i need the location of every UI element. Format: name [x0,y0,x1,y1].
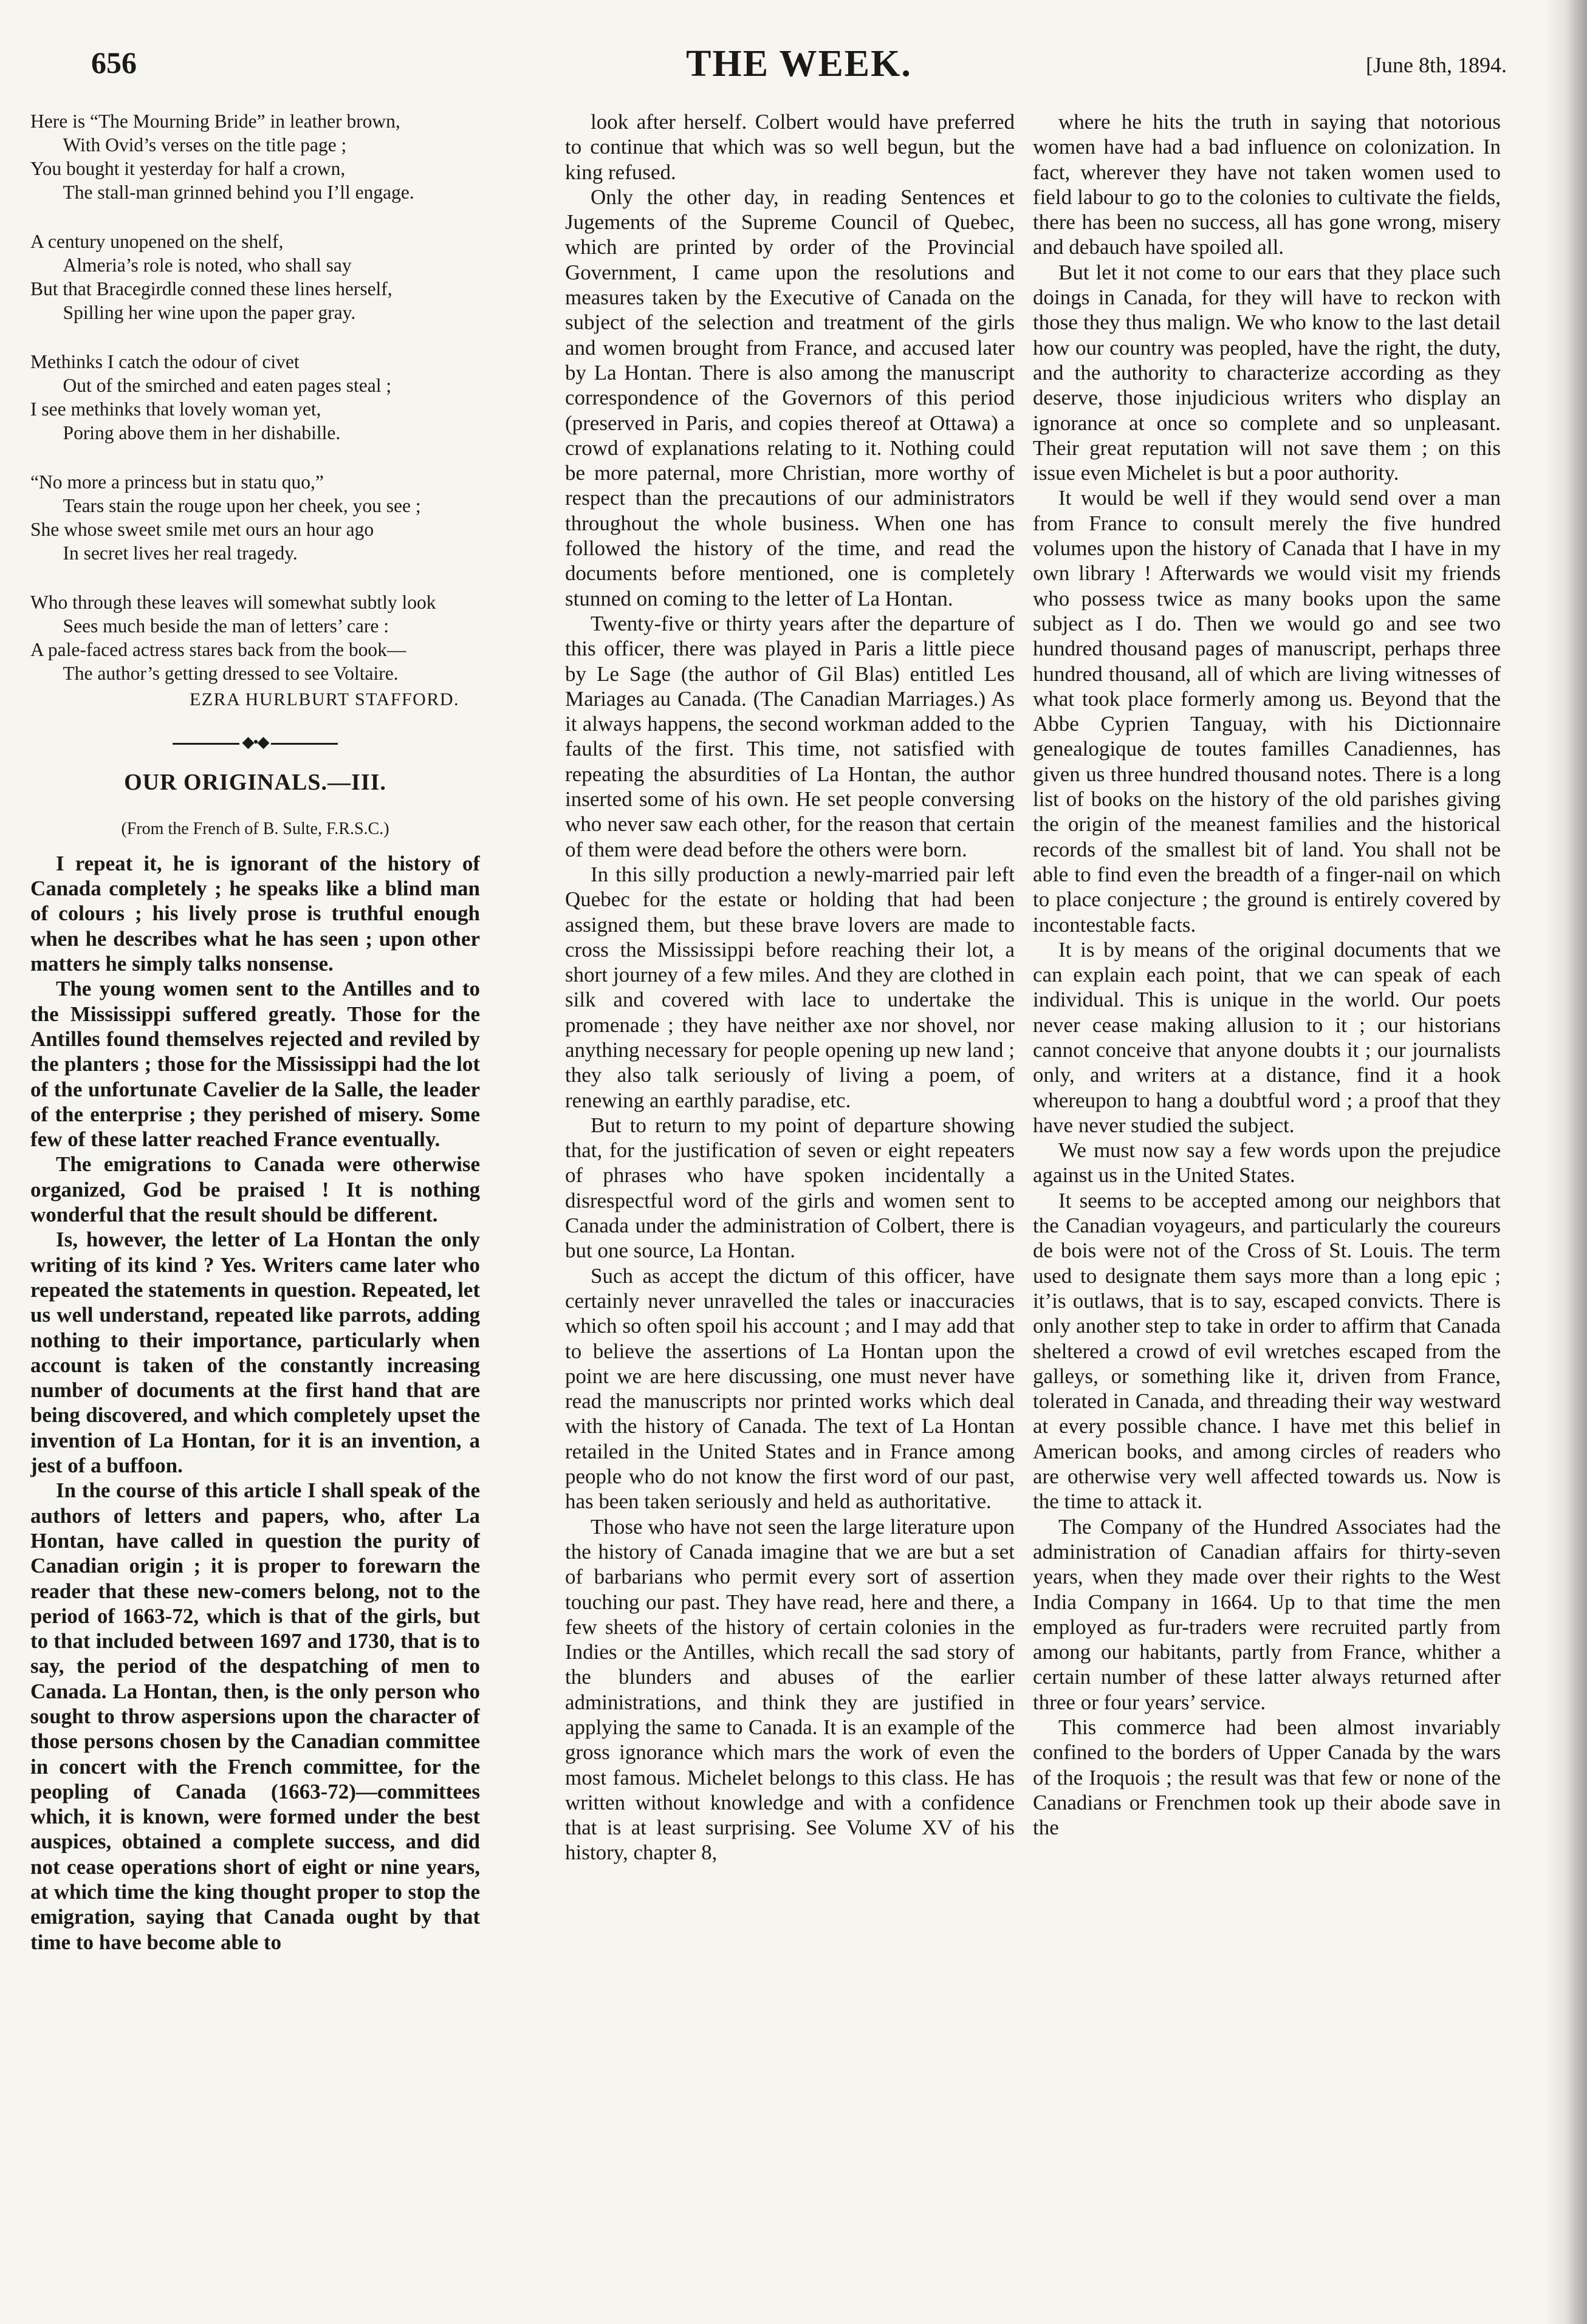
poem-line: Spilling her wine upon the paper gray. [63,302,356,323]
poem-line: The author’s getting dressed to see Voltaire. [63,663,399,684]
poem-line: A century unopened on the shelf, [30,231,284,252]
paragraph: The emigrations to Canada were otherwise organized, God be praised ! It is nothing wonderful that the result should be different. [30,1152,480,1227]
poem-line: Here is “The Mourning Bride” in leather brown, [30,111,400,132]
paragraph: This commerce had been almost invariably confined to the borders of Upper Canada by the wars of the Iroquois ; the result was that few or none of the Canadians or Frenchmen took up their abode save in the [1033,1715,1501,1840]
poem-stanza [30,230,480,324]
publication-title: THE WEEK. [686,43,912,84]
poem-line: Almeria’s role is noted, who shall say [63,255,352,276]
poem-line: She whose sweet smile met ours an hour ago [30,519,374,540]
article-byline: (From the French of B. Sulte, F.R.S.C.) [121,819,389,838]
poem-line: “No more a princess but in statu quo,” [30,471,324,493]
paragraph: We must now say a few words upon the prejudice against us in the United States. [1033,1138,1501,1188]
poem-line: In secret lives her real tragedy. [63,542,298,564]
paragraph: But to return to my point of departure showing that, for the justification of seven or eight repeaters of phrases who have spoken incidentally a disrespectful word of the girls and women sent to Canada under the administration of Colbert, there is but one source, La Hontan. [565,1113,1015,1263]
page-edge-shadow [1544,0,1587,2324]
paragraph: It would be well if they would send over a man from France to consult merely the five hundred volumes upon the history of Canada that I have in my own library ! Afterwards we would visit my friends who possess twice as many books upon the same subject as I do. Then we would go and see two hundred thousand pages of manuscript, perhaps three hundred thousand, all of which are living witnesses of what took place formerly among us. Beyond that the Abbe Cyprien Tanguay, with his Dictionnaire genealogique de toutes familles Canadiennes, has given us three hundred thousand notes. There is a long list of books on the history of the old parishes giving the origin of the meanest families and the historical records of the smallest bit of land. You shall not be able to find even the breadth of a finger-nail on which to place conjecture ; the ground is entirely covered by incontestable facts. [1033,486,1501,937]
paragraph: It is by means of the original documents that we can explain each point, that we can speak of each individual. This is unique in the world. Our poets never cease making allusion to it ; our historians cannot conceive that anyone doubts it ; our journalists only, and writers at a distance, find it a hook whereupon to hang a doubtful word ; a proof that they have never studied the subject. [1033,937,1501,1137]
poem-line: Who through these leaves will somewhat subtly look [30,592,436,613]
poem-line: A pale-faced actress stares back from the book— [30,639,406,660]
issue-date: [June 8th, 1894. [1366,53,1507,77]
paragraph: Those who have not seen the large literature upon the history of Canada imagine that we are but a set of barbarians who permit every sort of assertion touching our past. They have read, here and there, a few sheets of the history of certain colonies in the Indies or the Antilles, which recall the sad story of the blunders and abuses of the earlier administrations, and think they are justified in applying the same to Canada. It is an example of the gross ignorance which mars the work of even the most famous. Michelet belongs to this class. He has written without knowledge and with a confidence that is at least surprising. See Volume XV of his history, chapter 8, [565,1514,1015,1865]
paragraph: Is, however, the letter of La Hontan the only writing of its kind ? Yes. Writers came later who repeated the statements in question. Repeated, let us well understand, repeated like parrots, adding nothing to their importance, particularly when account is taken of the constantly increasing number of documents at the first hand that are being discovered, and which completely upset the invention of La Hontan, for it is an invention, a jest of a buffoon. [30,1228,480,1478]
column-2 [565,109,1015,2302]
poem-signature: EZRA HURLBURT STAFFORD. [190,689,459,709]
paragraph: It seems to be accepted among our neighbors that the Canadian voyageurs, and particularly the coureurs de bois were not of the Cross of St. Louis. The term used to designate them says more than a long epic ; it’is outlaws, that is to say, escaped convicts. There is only another step to take in order to affirm that Canada sheltered a crowd of evil wretches escaped from the galleys, or something like it, driven from France, tolerated in Canada, and threading their way westward at every possible chance. I have met this belief in American books, and among circles of readers who are otherwise very well affected towards us. Now is the time to attack it. [1033,1188,1501,1514]
poem-line: With Ovid’s verses on the title page ; [63,134,347,156]
poem-stanza [30,590,480,685]
paragraph: look after herself. Colbert would have preferred to continue that which was so well begun, but the king refused. [565,110,1015,184]
poem [30,109,480,711]
article-title: OUR ORIGINALS.—III. [124,770,386,796]
paragraph: where he hits the truth in saying that notorious women have had a bad influence on colonization. In fact, wherever they have not taken women used to field labour to go to the colonies to cultivate the fields, there has been no success, all has gone wrong, misery and debauch have spoiled all. [1033,110,1501,259]
column-2-body [565,109,1015,1865]
page-header [91,32,1507,86]
column-3 [1033,109,1501,2302]
column-3-body [1033,109,1501,1840]
poem-stanzas [30,109,480,685]
poem-line: But that Bracegirdle conned these lines herself, [30,278,392,299]
poem-line: Out of the smirched and eaten pages steal ; [63,375,392,396]
poem-stanza [30,350,480,445]
paragraph: Only the other day, in reading Sentences et Jugements of the Supreme Council of Quebec, which are printed by order of the Provincial Government, I came upon the resolutions and measures taken by the Executive of Canada on the subject of the selection and treatment of the girls and women brought from France, and accused later by La Hontan. There is also among the manuscript correspondence of the Governors of this period (preserved in Paris, and copies thereof at Ottawa) a crowd of explanations relating to it. Nothing could be more paternal, more Christian, more worthy of respect than the precautions of our administrators throughout the whole business. When one has followed the history of the time, and read the documents before mentioned, one is completely stunned on coming to the letter of La Hontan. [565,185,1015,610]
column-1-body [30,851,480,1955]
poem-line: The stall-man grinned behind you I’ll engage. [63,182,414,203]
paragraph: But let it not come to our ears that they place such doings in Canada, for they will have to reckon with those they thus malign. We who know to the last detail how our country was peopled, have the right, the duty, and the authority to characterize according as they deserve, those injudicious writers who display an ignorance at once so complete and so unpleasant. Their great reputation will not save them ; on this issue even Michelet is but a poor authority. [1033,260,1501,485]
paragraph: In this silly production a newly-married pair left Quebec for the estate or holding that had been assigned them, but these brave lovers are made to cross the Mississippi before reaching their lot, a short journey of a few miles. And they are clothed in silk and covered with lace to undertake the promenade ; they have neither axe nor shovel, nor anything necessary for people opening up new land ; they also talk seriously of living a poem, of renewing an earthly paradise, etc. [565,862,1015,1112]
paragraph: I repeat it, he is ignorant of the history of Canada completely ; he speaks like a blind man of colours ; his lively prose is truthful enough when he describes what he has seen ; upon other matters he simply talks nonsense. [30,851,480,976]
poem-line: I see methinks that lovely woman yet, [30,398,321,420]
poem-line: Poring above them in her dishabille. [63,422,341,443]
paragraph: The Company of the Hundred Associates had the administration of Canadian affairs for thirty-seven years, when they made over their rights to the West India Company in 1664. Up to that time the men employed as fur-traders were recruited partly from among our habitants, partly from France, whither a certain number of these latter always returned after three or four years’ service. [1033,1514,1501,1714]
paragraph: Such as accept the dictum of this officer, have certainly never unravelled the tales or inaccuracies which so often spoil his account ; and I may add that to believe the assertions of La Hontan upon the point we are here discussing, one must never have read the manuscripts nor printed works which deal with the history of Canada. The text of La Hontan retailed in the United States and in France among people who do not know the first word of our past, has been taken seriously and held as authoritative. [565,1263,1015,1514]
column-1 [30,109,480,2302]
paragraph: In the course of this article I shall speak of the authors of letters and papers, who, after La Hontan, have called in question the purity of Canadian origin ; it is proper to forewarn the reader that these new-comers belong, not to the period of 1663-72, which is that of the girls, but to that included between 1697 and 1730, that is to say, the period of the despatching of men to Canada. La Hontan, then, is the only person who sought to throw aspersions upon the character of those persons chosen by the Canadian committee in concert with the French committee, for the peopling of Canada (1663-72)—committees which, it is known, were formed under the best auspices, obtained a complete success, and did not cease operations short of eight or nine years, at which time the king thought proper to stop the emigration, saying that Canada ought by that time to have become able to [30,1478,480,1954]
page-number: 656 [91,46,137,80]
poem-stanza [30,470,480,565]
poem-line: Methinks I catch the odour of civet [30,351,300,372]
poem-line: You bought it yesterday for half a crown, [30,158,346,179]
paragraph: Twenty-five or thirty years after the departure of this officer, there was played in Paris a little piece by Le Sage (the author of Gil Blas) entitled Les Mariages au Canada. (The Canadian Marriages.) As it always happens, the second workman added to the faults of the first. This time, not satisfied with repeating the absurdities of La Hontan, the author inserted some of his own. He set people conversing who never saw each other, for the reason that certain of them were dead before the others were born. [565,611,1015,861]
poem-line: Tears stain the rouge upon her cheek, you see ; [63,495,421,516]
paragraph: The young women sent to the Antilles and to the Mississippi suffered greatly. Those for the Antilles found themselves rejected and reviled by the planters ; those for the Mississippi had the lot of the unfortunate Cavelier de la Salle, the leader of the enterprise ; they perished of misery. Some few of these latter reached France eventually. [30,977,480,1152]
section-divider: ◆•◆ [30,730,480,754]
poem-stanza [30,109,480,204]
poem-line: Sees much beside the man of letters’ care : [63,615,389,637]
